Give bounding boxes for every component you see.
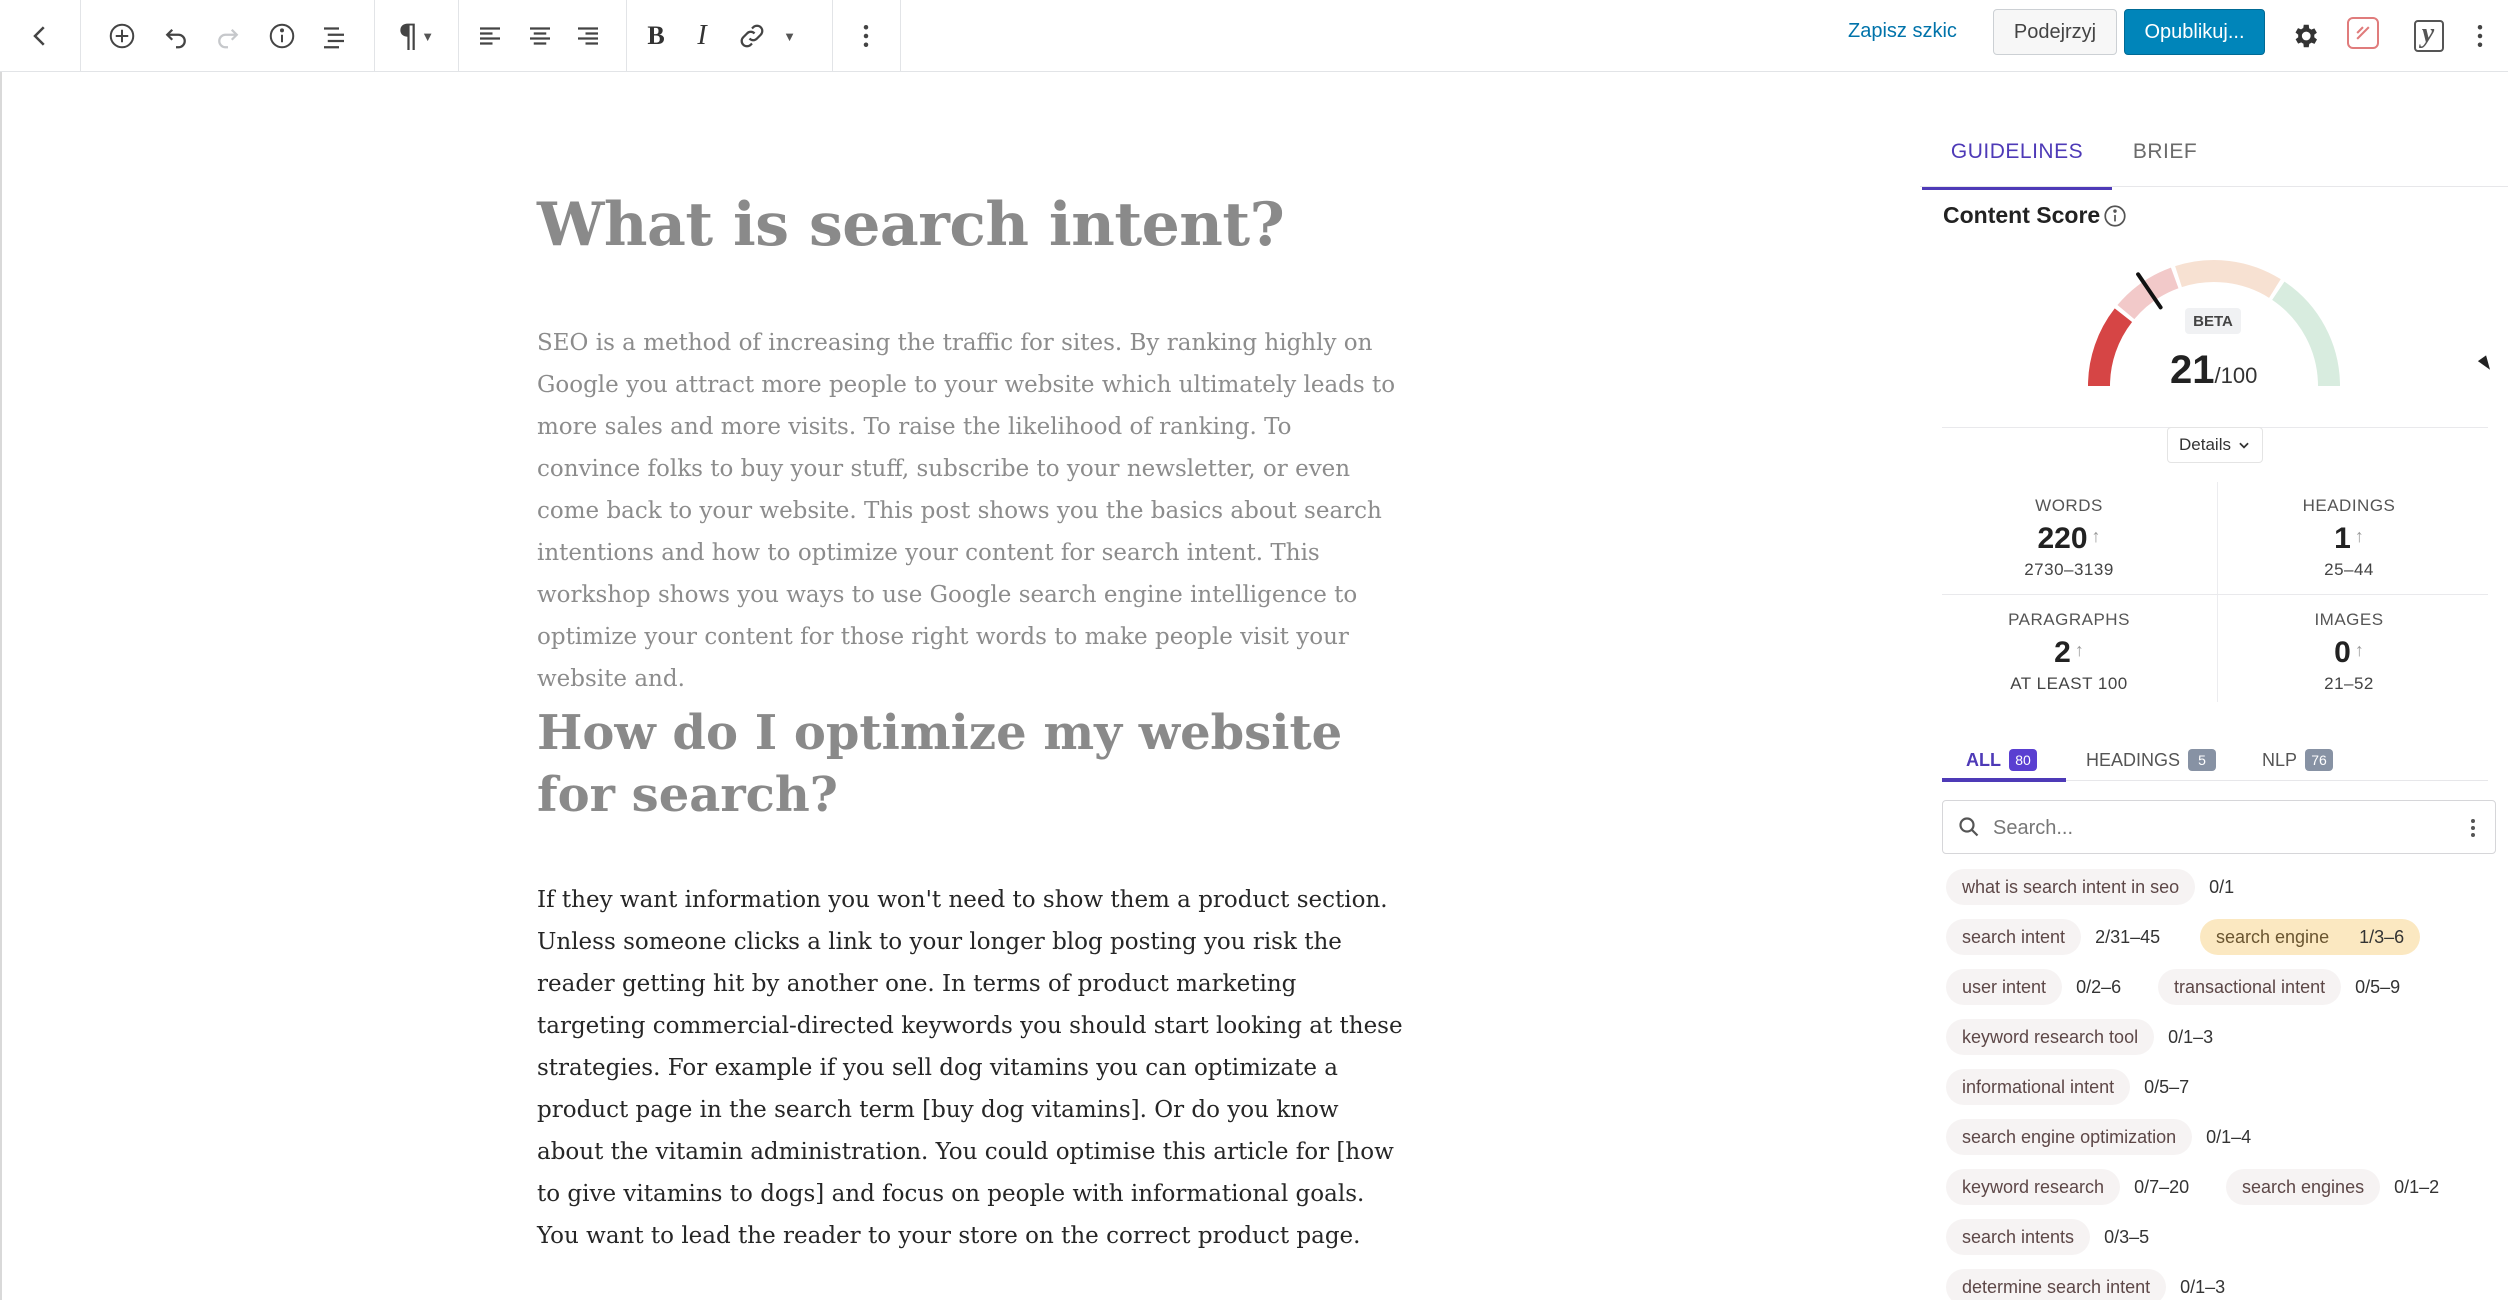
gear-icon [2290,21,2320,51]
align-center-icon [525,21,555,51]
paragraph-block[interactable]: SEO is a method of increasing the traffic for sites. By ranking highly on Google you attract more people to your website which ultimately leads to more sales and more visits. To raise the likelihood of ranking. To convince folks to buy your stuff, subscribe to your newsletter, or even come back to your website. This post shows you the basics about search intentions and how to optimize your content for search intent. This workshop shows you ways to use Google search engine intelligence to optimize your content for those right words to make people visit your website and. [537,330,1396,692]
keyword-item[interactable]: keyword research tool 0/1–3 [1946,1019,2213,1055]
chevron-down-icon [2237,438,2251,452]
caret-down-icon: ▼ [421,28,435,44]
surfer-logo-icon [2349,19,2377,47]
keyword-item[interactable]: search intent 2/31–45 [1946,919,2160,955]
plus-circle-icon [107,21,137,51]
keyword-search-box [1942,800,2496,854]
stat-headings: HEADINGS 1 ↑ 25–44 [2302,496,2396,579]
redo-icon [213,21,243,51]
caret-down-icon: ▼ [783,28,796,44]
undo-button[interactable] [152,12,200,60]
content-score-max: /100 [2214,363,2258,388]
bold-icon: B [647,21,665,50]
block-options-button[interactable] [842,12,890,60]
keyword-item[interactable]: search engine optimization 0/1–4 [1946,1119,2251,1155]
align-left-button[interactable] [466,12,514,60]
save-draft-link[interactable]: Zapisz szkic [1848,20,1957,42]
italic-icon: I [697,20,707,51]
arrow-up-icon: ↑ [2354,526,2364,546]
undo-icon [161,21,191,51]
details-button[interactable]: Details [2167,427,2263,463]
outline-button[interactable] [310,12,358,60]
back-button[interactable] [16,12,64,60]
vertical-dots-icon[interactable] [2469,815,2477,841]
tab-brief[interactable]: BRIEF [2132,140,2198,163]
keyword-item[interactable]: determine search intent 0/1–3 [1946,1269,2225,1300]
search-icon [1957,815,1981,839]
add-block-button[interactable] [98,12,146,60]
stat-images: IMAGES 0 ↑ 21–52 [2314,610,2384,693]
arrow-up-icon: ↑ [2354,640,2364,660]
keyword-item[interactable]: transactional intent 0/5–9 [2158,969,2400,1005]
chevron-left-icon [25,21,55,51]
content-score-value: 21/100 [2170,348,2258,392]
post-title[interactable]: What is search intent? [537,190,1285,260]
keyword-item[interactable]: keyword research 0/7–20 [1946,1169,2189,1205]
info-icon [267,21,297,51]
keyword-item[interactable]: search engines 0/1–2 [2226,1169,2439,1205]
keyword-item[interactable]: what is search intent in seo 0/1 [1946,869,2234,905]
settings-button[interactable] [2281,12,2329,60]
keyword-item[interactable]: user intent 0/2–6 [1946,969,2121,1005]
filter-tab-nlp[interactable]: NLP 76 [2262,740,2333,780]
paragraph-block[interactable]: If they want information you won't need to show them a product section. Unless someone clicks a link to your longer blog posting you risk the reader getting hit by another one. In terms of product marketing targeting commercial-directed keywords you should start looking at these strategies. For example if you sell dog vitamins you can optimizate a product page in the search term [buy dog vitamins]. Or do you know about the vitamin administration. You could optimise this article for [how to give vitamins to dogs] and focus on people with informational goals. You want to lead the reader to your store on the correct product page. [537,887,1403,1249]
more-menu-button[interactable] [2456,12,2504,60]
editor-toolbar [0,0,2508,72]
bold-button[interactable] [632,12,680,60]
italic-button[interactable] [678,12,726,60]
count-badge: 76 [2305,749,2333,771]
align-right-icon [573,21,603,51]
beta-badge: BETA [2185,308,2241,334]
paragraph-icon: ¶ [397,17,419,55]
preview-button[interactable]: Podejrzyj [1993,9,2117,55]
count-badge: 5 [2188,749,2216,771]
content-editor-sidebar [1920,72,2508,1300]
keyword-search-input[interactable] [1993,811,2433,845]
stat-paragraphs: PARAGRAPHS 2 ↑ AT LEAST 100 [2008,610,2130,693]
align-right-button[interactable] [564,12,612,60]
keyword-item-highlighted[interactable]: search engine 1/3–6 [2200,919,2420,955]
filter-tab-headings[interactable]: HEADINGS 5 [2086,740,2216,780]
surfer-plugin-button[interactable] [2347,17,2379,49]
info-icon[interactable] [2102,203,2128,229]
link-button[interactable] [728,12,776,60]
content-score-title: Content Score [1943,202,2101,228]
vertical-dots-icon [851,21,881,51]
align-center-button[interactable] [516,12,564,60]
redo-button[interactable] [204,12,252,60]
more-formats-button[interactable] [776,12,800,60]
keyword-item[interactable]: search intents 0/3–5 [1946,1219,2149,1255]
vertical-dots-icon [2465,21,2495,51]
stat-words: WORDS 220 ↑ 2730–3139 [2024,496,2114,579]
tab-guidelines[interactable]: GUIDELINES [1922,140,2112,190]
yoast-plugin-button[interactable] [2408,14,2448,54]
info-button[interactable] [258,12,306,60]
filter-tab-all[interactable]: ALL 80 [1966,740,2037,780]
paragraph-block-button[interactable] [388,12,444,60]
align-left-icon [475,21,505,51]
arrow-up-icon: ↑ [2091,526,2101,546]
list-outline-icon [319,21,349,51]
link-icon [737,21,767,51]
editor-canvas [0,72,1920,1300]
count-badge: 80 [2009,749,2037,771]
heading-block[interactable]: How do I optimize my website for search? [537,705,1343,823]
yoast-logo-icon: y [2421,18,2435,49]
publish-button[interactable]: Opublikuj... [2124,9,2265,55]
arrow-up-icon: ↑ [2074,640,2084,660]
sidebar-tabs [1920,140,2508,190]
keyword-item[interactable]: informational intent 0/5–7 [1946,1069,2189,1105]
